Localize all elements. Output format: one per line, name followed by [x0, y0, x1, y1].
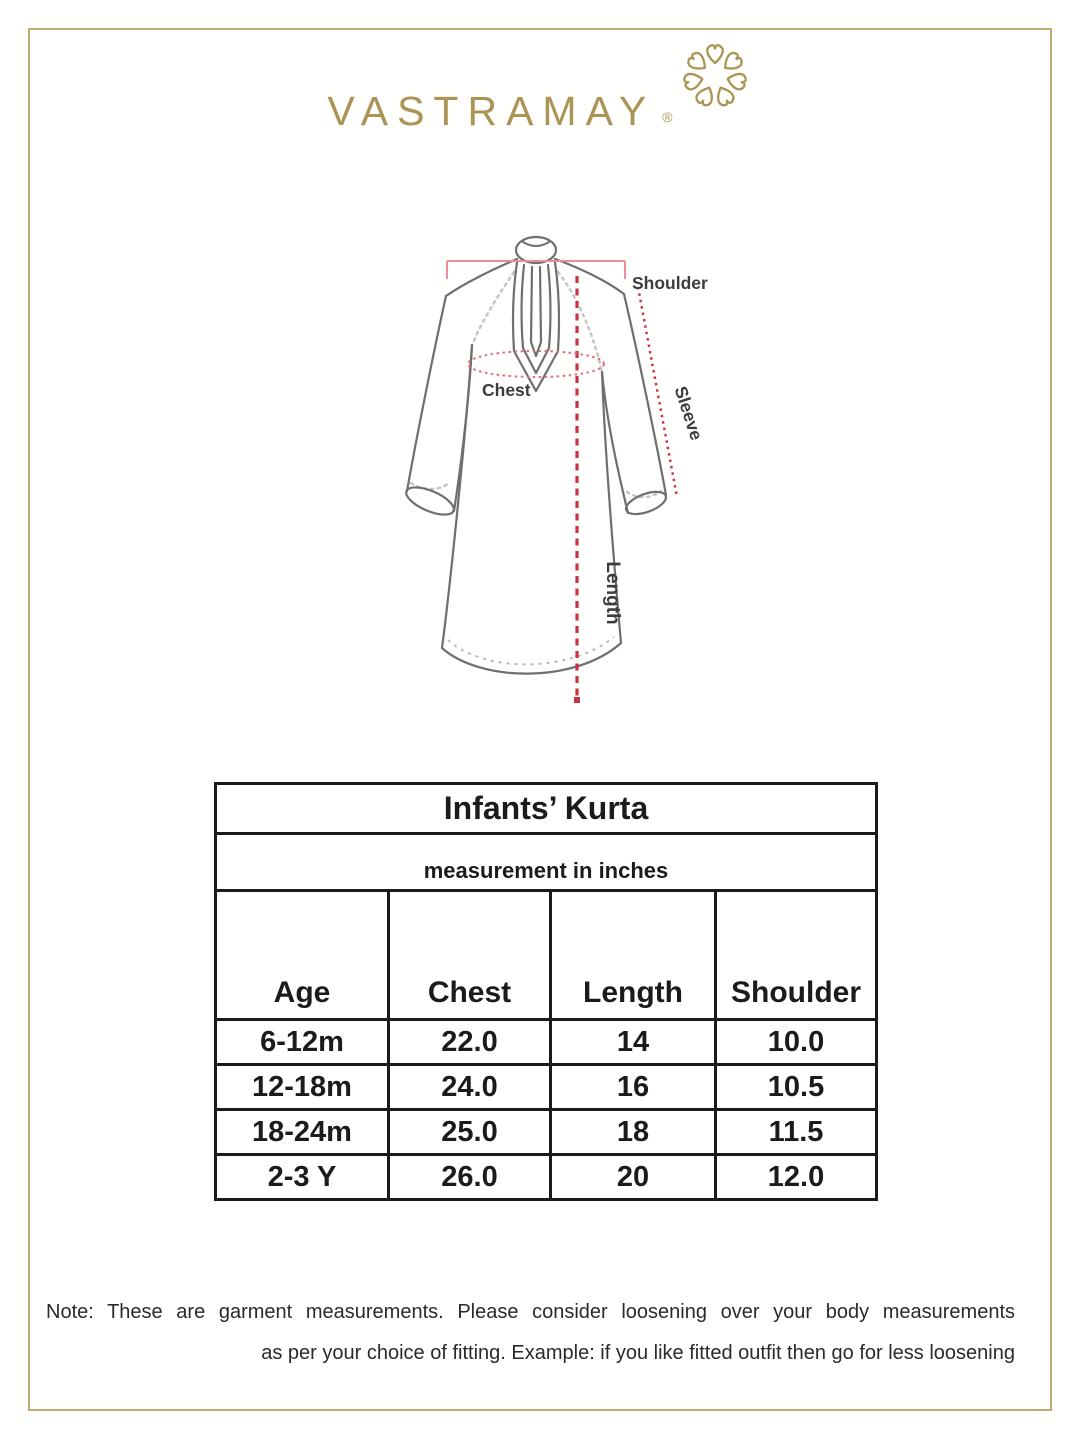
- note-text: [46, 1292, 1015, 1374]
- brand-logo-inner: [327, 36, 752, 135]
- subtitle-row: [216, 834, 877, 891]
- cell-chest: 22.0: [389, 1020, 551, 1065]
- cell-age: 6-12m: [216, 1020, 389, 1065]
- cell-length: 16: [551, 1065, 716, 1110]
- cell-chest: 25.0: [389, 1110, 551, 1155]
- length-label: Length: [602, 561, 623, 625]
- size-chart-title: Infants’ Kurta: [216, 784, 877, 834]
- note-line-1: Note: These are garment measurements. Please consider loosening over your body measurements: [46, 1301, 1015, 1323]
- cell-length: 14: [551, 1020, 716, 1065]
- right-armhole-seam: [558, 272, 602, 372]
- hem-stitch: [448, 637, 614, 664]
- size-chart-subtitle: measurement in inches: [216, 834, 877, 891]
- vastramay-emblem-icon: [677, 36, 753, 112]
- cell-shoulder: 11.5: [716, 1110, 877, 1155]
- left-armhole-seam: [473, 272, 514, 343]
- cell-shoulder: 10.5: [716, 1065, 877, 1110]
- column-header-shoulder: Shoulder: [716, 891, 877, 1020]
- kurta-outline: [403, 237, 669, 674]
- brand-logo: [0, 36, 1080, 135]
- size-chart: [214, 782, 878, 1201]
- title-row: [216, 784, 877, 834]
- sleeve-measure-line: [638, 287, 677, 497]
- table-row: [216, 1065, 877, 1110]
- cell-chest: 24.0: [389, 1065, 551, 1110]
- cell-length: 20: [551, 1155, 716, 1200]
- table-row: [216, 1020, 877, 1065]
- column-header-chest: Chest: [389, 891, 551, 1020]
- brand-wordmark: VASTRAMAY: [327, 88, 656, 134]
- kurta-measurement-diagram: [385, 225, 725, 725]
- cell-age: 2-3 Y: [216, 1155, 389, 1200]
- cell-shoulder: 10.0: [716, 1020, 877, 1065]
- sleeve-label: Sleeve: [670, 383, 707, 443]
- cell-chest: 26.0: [389, 1155, 551, 1200]
- chest-label: Chest: [482, 380, 531, 400]
- column-header-length: Length: [551, 891, 716, 1020]
- registered-trademark-symbol: ®: [662, 109, 673, 125]
- cell-length: 18: [551, 1110, 716, 1155]
- cell-age: 18-24m: [216, 1110, 389, 1155]
- note-line-2: as per your choice of fitting. Example: if you like fitted outfit then go for less loosening: [261, 1342, 1015, 1364]
- length-line-end-mark: [574, 697, 580, 703]
- cell-shoulder: 12.0: [716, 1155, 877, 1200]
- cell-age: 12-18m: [216, 1065, 389, 1110]
- column-header-row: [216, 891, 877, 1020]
- table-row: [216, 1155, 877, 1200]
- column-header-age: Age: [216, 891, 389, 1020]
- size-chart-table: [214, 782, 878, 1201]
- table-row: [216, 1110, 877, 1155]
- shoulder-label: Shoulder: [632, 273, 708, 293]
